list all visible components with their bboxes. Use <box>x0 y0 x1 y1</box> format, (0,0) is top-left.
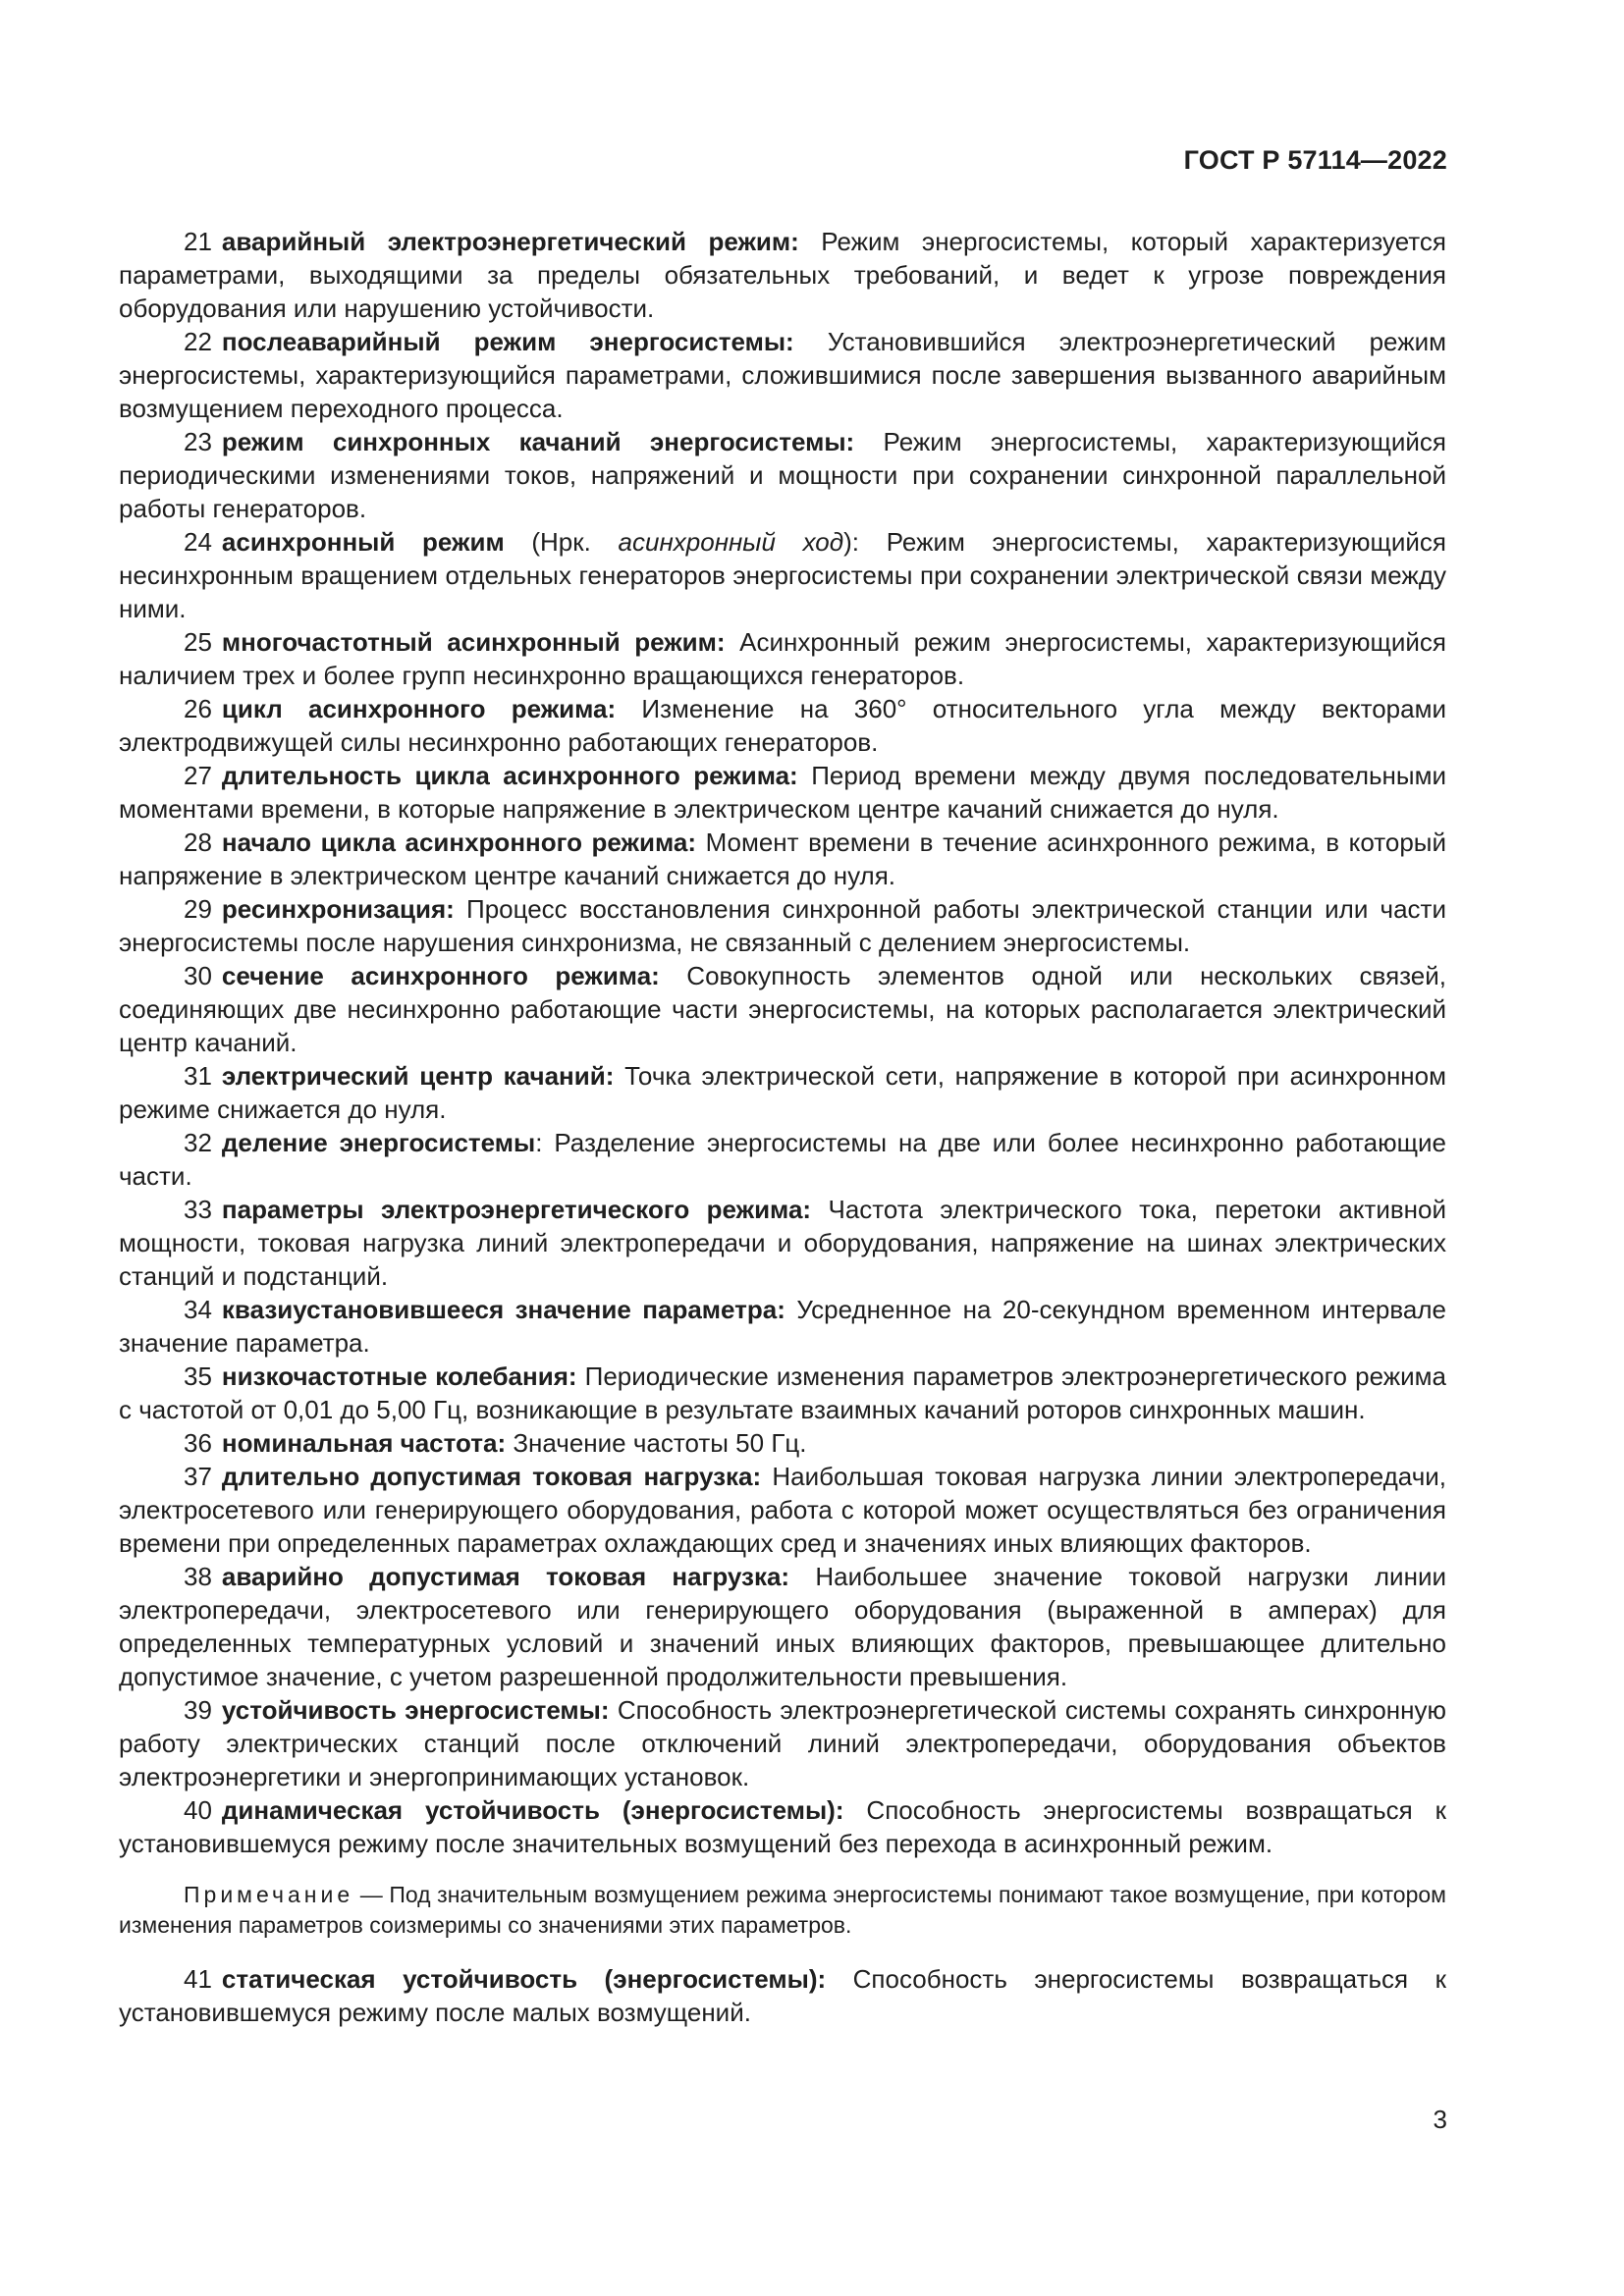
term-number: 31 <box>184 1061 212 1091</box>
term-name: аварийный электроэнергетический режим: <box>221 227 799 256</box>
document-code-header: ГОСТ Р 57114—2022 <box>1183 145 1447 175</box>
term-34 <box>119 1293 1446 1360</box>
term-name: сечение асинхронного режима: <box>221 961 660 990</box>
term-41 <box>119 1962 1446 2029</box>
term-name: длительно допустимая токовая нагрузка: <box>221 1462 762 1491</box>
term-number: 29 <box>184 894 212 924</box>
term-name: ресинхронизация: <box>221 894 455 924</box>
term-deprecated-synonym: асинхронный ход <box>618 527 844 557</box>
term-37 <box>119 1460 1446 1560</box>
term-definition: Периодические изменения параметров электроэнергетического режима с частотой от 0,01 до 5,00 Гц, возникающие в результате взаимных качаний роторов синхронных машин. <box>119 1362 1446 1424</box>
term-definition: Режим энергосистемы, характеризующийся несинхронным вращением отдельных генераторов энергосистемы при сохранении электрической связи между ними. <box>119 527 1446 623</box>
term-name: устойчивость энергосистемы: <box>221 1695 610 1725</box>
term-number: 26 <box>184 694 212 723</box>
term-name: цикл асинхронного режима: <box>221 694 617 723</box>
term-name: многочастотный асинхронный режим: <box>221 627 726 657</box>
term-30 <box>119 959 1446 1059</box>
term-definition: Асинхронный режим энергосистемы, характеризующийся наличием трех и более групп несинхронно вращающихся генераторов. <box>119 627 1446 690</box>
term-definition: Частота электрического тока, перетоки активной мощности, токовая нагрузка линий электропередачи и оборудования, напряжение на шинах электрических станций и подстанций. <box>119 1195 1447 1291</box>
term-number: 37 <box>184 1462 212 1491</box>
term-28 <box>119 826 1446 892</box>
term-definition: Способность электроэнергетической системы сохранять синхронную работу электрических станций после отключений линий электропередачи, оборудования объектов электроэнергетики и энергопринимающих установок. <box>119 1695 1446 1791</box>
term-name: динамическая устойчивость (энергосистемы): <box>221 1795 844 1825</box>
terms-content <box>119 225 1446 2029</box>
term-23 <box>119 425 1446 525</box>
term-39 <box>119 1693 1446 1793</box>
term-32 <box>119 1126 1446 1193</box>
term-27 <box>119 759 1446 826</box>
term-definition: Период времени между двумя последовательными моментами времени, в которые напряжение в электрическом центре качаний снижается до нуля. <box>119 761 1446 824</box>
term-number: 34 <box>184 1295 212 1324</box>
term-definition: Наибольшее значение токовой нагрузки линии электропередачи, электросетевого или генерирующего оборудования (выраженной в амперах) для определенных температурных условий и значений иных влияющих факторов, превышающее длительно допустимое значение, с учетом разрешенной продолжительности превышения. <box>119 1562 1446 1691</box>
term-deprecated-suffix: ): <box>843 527 860 557</box>
term-number: 23 <box>184 427 212 456</box>
term-definition: Процесс восстановления синхронной работы электрической станции или части энергосистемы после нарушения синхронизма, не связанный с делением энергосистемы. <box>119 894 1446 957</box>
term-29 <box>119 892 1446 959</box>
term-deprecated-prefix: (Нрк. <box>504 527 619 557</box>
term-definition: Момент времени в течение асинхронного режима, в который напряжение в электрическом центре качаний снижается до нуля. <box>119 828 1446 890</box>
note-text: — Под значительным возмущением режима энергосистемы понимают такое возмущение, при котором изменения параметров соизмеримы со значениями этих параметров. <box>119 1882 1446 1938</box>
term-name: режим синхронных качаний энергосистемы: <box>221 427 855 456</box>
term-name: начало цикла асинхронного режима: <box>221 828 696 857</box>
term-number: 39 <box>184 1695 212 1725</box>
page-number: 3 <box>1433 2105 1447 2134</box>
term-number: 21 <box>184 227 212 256</box>
term-name: длительность цикла асинхронного режима: <box>221 761 798 790</box>
term-number: 28 <box>184 828 212 857</box>
term-number: 30 <box>184 961 212 990</box>
term-definition: Режим энергосистемы, характеризующийся периодическими изменениями токов, напряжений и мощности при сохранении синхронной параллельной работы генераторов. <box>119 427 1447 523</box>
term-definition: Наибольшая токовая нагрузка линии электропередачи, электросетевого или генерирующего оборудования, работа с которой может осуществляться без ограничения времени при определенных параметрах охлаждающих сред и значениях иных влияющих факторов. <box>119 1462 1446 1558</box>
term-definition: Способность энергосистемы возвращаться к установившемуся режиму после значительных возмущений без перехода в асинхронный режим. <box>119 1795 1446 1858</box>
term-number: 36 <box>184 1428 212 1458</box>
note-label: Примечание <box>184 1882 354 1907</box>
term-number: 33 <box>184 1195 212 1224</box>
term-36 <box>119 1426 1446 1460</box>
term-26 <box>119 692 1446 759</box>
term-definition: Значение частоты 50 Гц. <box>506 1428 807 1458</box>
term-22 <box>119 325 1446 425</box>
term-name: параметры электроэнергетического режима: <box>221 1195 812 1224</box>
term-33 <box>119 1193 1446 1293</box>
term-name: квазиустановившееся значение параметра: <box>221 1295 785 1324</box>
term-31 <box>119 1059 1446 1126</box>
term-name: электрический центр качаний: <box>221 1061 615 1091</box>
term-21 <box>119 225 1446 325</box>
term-24 <box>119 525 1446 625</box>
term-38 <box>119 1560 1446 1693</box>
term-40 <box>119 1793 1446 1860</box>
term-number: 38 <box>184 1562 212 1591</box>
term-definition: Усредненное на 20-секундном временном интервале значение параметра. <box>119 1295 1447 1358</box>
term-definition: Режим энергосистемы, который характеризуется параметрами, выходящими за пределы обязательных требований, и ведет к угрозе повреждения оборудования или нарушению устойчивости. <box>119 227 1446 323</box>
note-paragraph <box>119 1880 1446 1941</box>
term-number: 41 <box>184 1964 212 1994</box>
term-number: 22 <box>184 327 212 356</box>
term-definition: Способность энергосистемы возвращаться к установившемуся режиму после малых возмущений. <box>119 1964 1446 2027</box>
term-name: аварийно допустимая токовая нагрузка: <box>221 1562 790 1591</box>
term-25 <box>119 625 1446 692</box>
term-name: низкочастотные колебания: <box>221 1362 577 1391</box>
term-name: асинхронный режим <box>221 527 505 557</box>
term-number: 35 <box>184 1362 212 1391</box>
term-definition: Изменение на 360° относительного угла между векторами электродвижущей силы несинхронно работающих генераторов. <box>119 694 1446 757</box>
term-name: послеаварийный режим энергосистемы: <box>221 327 794 356</box>
term-definition: Совокупность элементов одной или нескольких связей, соединяющих две несинхронно работающие части энергосистемы, на которых располагается электрический центр качаний. <box>119 961 1446 1057</box>
term-number: 27 <box>184 761 212 790</box>
term-definition: Точка электрической сети, напряжение в которой при асинхронном режиме снижается до нуля. <box>119 1061 1446 1124</box>
term-number: 40 <box>184 1795 212 1825</box>
term-35 <box>119 1360 1446 1426</box>
term-number: 32 <box>184 1128 212 1157</box>
term-definition: Установившийся электроэнергетический режим энергосистемы, характеризующийся параметрами, сложившимися после завершения вызванного аварийным возмущением переходного процесса. <box>119 327 1447 423</box>
term-name: номинальная частота: <box>221 1428 507 1458</box>
term-name: деление энергосистемы <box>221 1128 536 1157</box>
term-number: 24 <box>184 527 212 557</box>
term-definition: : Разделение энергосистемы на две или более несинхронно работающие части. <box>119 1128 1446 1191</box>
term-name: статическая устойчивость (энергосистемы): <box>221 1964 827 1994</box>
term-number: 25 <box>184 627 212 657</box>
